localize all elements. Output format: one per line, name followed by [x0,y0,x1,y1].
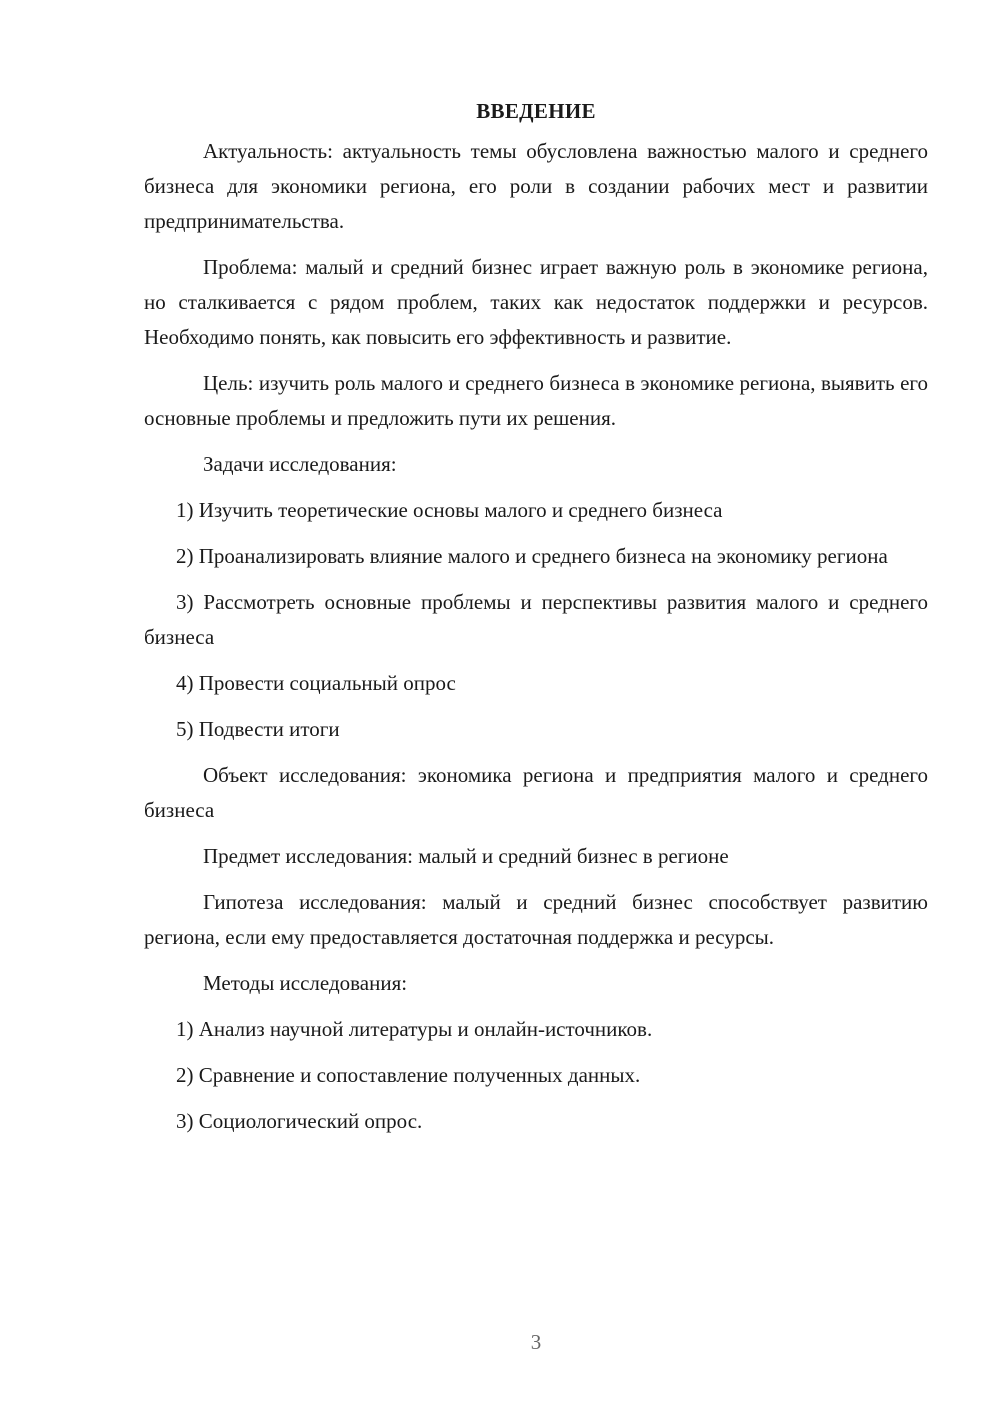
methods-heading: Методы исследования: [203,971,408,995]
method-item: 2) Сравнение и сопоставление полученных данных. [176,1063,641,1087]
task-item: 4) Провести социальный опрос [176,671,456,695]
method-item: 1) Анализ научной литературы и онлайн-источников. [176,1017,653,1041]
page-title: ВВЕДЕНИЕ [476,99,596,123]
task-item: 5) Подвести итоги [176,717,340,741]
task-item: 2) Проанализировать влияние малого и среднего бизнеса на экономику региона [176,544,888,568]
method-item: 3) Социологический опрос. [176,1109,423,1133]
task-item: 1) Изучить теоретические основы малого и среднего бизнеса [176,498,723,522]
paragraph-object: Объект исследования: экономика региона и предприятия малого и среднего бизнеса [144,763,928,822]
paragraph-subject: Предмет исследования: малый и средний бизнес в регионе [203,844,729,868]
page-number: 3 [530,1330,542,1354]
paragraph-hypothesis: Гипотеза исследования: малый и средний бизнес способствует развитию региона, если ему предоставляется достаточная поддержка и ресурсы. [144,890,928,949]
paragraph-relevance: Актуальность: актуальность темы обусловлена важностью малого и среднего бизнеса для экономики региона, его роли в создании рабочих мест и развитии предпринимательства. [144,139,928,233]
tasks-heading: Задачи исследования: [203,452,397,476]
paragraph-problem: Проблема: малый и средний бизнес играет важную роль в экономике региона, но сталкивается с рядом проблем, таких как недостаток поддержки и ресурсов. Необходимо понять, как повысить его эффективность и развитие. [144,255,928,349]
task-item: 3) Рассмотреть основные проблемы и перспективы развития малого и среднего бизнеса [144,590,928,649]
document-page [144,88,928,1150]
paragraph-goal: Цель: изучить роль малого и среднего бизнеса в экономике региона, выявить его основные проблемы и предложить пути их решения. [144,371,928,430]
